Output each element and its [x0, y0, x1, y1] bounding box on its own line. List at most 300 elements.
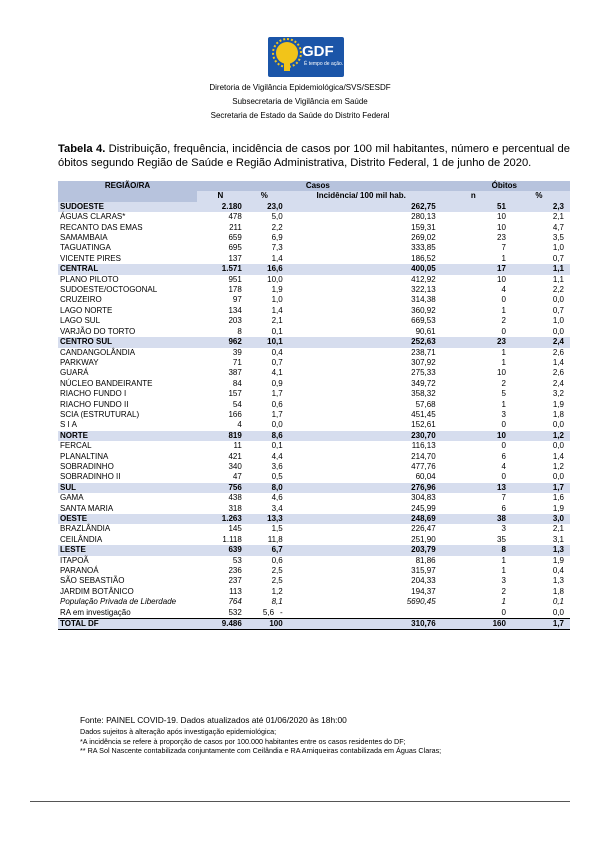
deaths-pct-cell: 3,2 — [552, 389, 564, 399]
caption-text: Distribuição, frequência, incidência de casos por 100 mil habitantes, número e percentual de óbitos segundo Região de Saúde e Região Administrativa, Distrito Federal, 1 de junho de 2020. — [58, 143, 570, 169]
table-row — [58, 524, 570, 534]
deaths-n-cell: 3 — [501, 576, 506, 586]
deaths-n-cell: 160 — [439, 619, 512, 630]
ra-cell: GAMA — [60, 493, 84, 503]
ra-cell: LAGO NORTE — [60, 305, 113, 315]
incidence-cell: 226,47 — [411, 524, 436, 534]
deaths-n-cell: 1 — [501, 347, 506, 357]
deaths-pct-cell: 1,9 — [552, 399, 564, 409]
incidence-cell: 262,75 — [285, 202, 439, 212]
cases-n-cell: 211 — [229, 222, 242, 232]
deaths-pct-cell: 3,0 — [512, 514, 570, 524]
incidence-cell: 276,96 — [285, 483, 439, 493]
table-row — [58, 358, 570, 368]
region-row — [58, 483, 570, 493]
ra-cell: PLANO PILOTO — [60, 274, 119, 284]
deaths-n-cell: 38 — [439, 514, 512, 524]
col-obitos: Óbitos — [439, 181, 570, 191]
cases-n-cell: 764 — [228, 597, 242, 607]
incidence-cell: 116,13 — [411, 441, 436, 451]
cases-pct-cell: 4,4 — [271, 451, 283, 461]
cases-n-cell: 11 — [233, 441, 242, 451]
incidence-cell: 81,86 — [415, 555, 436, 565]
cases-pct-cell: 1,2 — [271, 586, 283, 596]
cases-n-cell: 145 — [228, 524, 242, 534]
incidence-cell: 252,63 — [285, 337, 439, 347]
incidence-cell: 307,92 — [411, 357, 436, 367]
ra-cell: RIACHO FUNDO II — [60, 399, 129, 409]
deaths-n-cell: 0 — [501, 441, 506, 451]
cases-n-cell: 54 — [232, 399, 242, 409]
ra-cell: SANTA MARIA — [60, 503, 114, 513]
table-row — [58, 295, 570, 305]
deaths-n-cell: 6 — [501, 503, 506, 513]
ra-cell: RECANTO DAS EMAS — [60, 222, 143, 232]
deaths-n-cell: 7 — [501, 243, 506, 253]
ra-cell: SUDOESTE — [58, 202, 197, 212]
incidence-cell: 310,76 — [285, 619, 439, 630]
ra-cell: PLANALTINA — [60, 451, 109, 461]
incidence-cell: 360,92 — [411, 305, 436, 315]
region-row — [58, 514, 570, 524]
deaths-n-cell: 13 — [439, 483, 512, 493]
table-row — [58, 254, 570, 264]
deaths-pct-cell: 2,4 — [512, 337, 570, 347]
incidence-cell: 251,90 — [411, 534, 436, 544]
sub-pct: % — [244, 191, 285, 201]
table-row — [58, 410, 570, 420]
deaths-pct-cell: 1,2 — [552, 461, 564, 471]
deaths-pct-cell: 2,1 — [552, 524, 564, 534]
table-caption — [58, 143, 570, 170]
deaths-n-cell: 10 — [497, 274, 506, 284]
cases-n-cell: 659 — [228, 233, 242, 243]
table-row — [58, 535, 570, 545]
cases-pct-cell: 1,7 — [271, 409, 283, 419]
deaths-pct-cell: 1,4 — [552, 357, 564, 367]
ra-cell: CRUZEIRO — [60, 295, 102, 305]
deaths-n-cell: 0 — [501, 420, 506, 430]
deaths-n-cell: 6 — [501, 451, 506, 461]
cases-n-cell: 318 — [228, 503, 242, 513]
deaths-n-cell: 1 — [501, 555, 506, 565]
deaths-pct-cell: 2,6 — [552, 368, 564, 378]
ra-cell: LESTE — [58, 545, 197, 555]
deaths-n-cell: 1 — [501, 357, 506, 367]
sub-obitos-pct: % — [512, 191, 570, 201]
cases-n-cell: 39 — [232, 347, 242, 357]
deaths-pct-cell: 0,0 — [552, 295, 564, 305]
incidence-cell: 214,70 — [411, 451, 436, 461]
incidence-cell: 194,37 — [411, 586, 436, 596]
cases-pct-cell: 16,6 — [244, 264, 285, 274]
ra-cell: ÁGUAS CLARAS* — [60, 212, 126, 222]
ra-cell: SAMAMBAIA — [60, 233, 108, 243]
cases-pct-cell: 0,1 — [271, 326, 283, 336]
deaths-n-cell: 1 — [501, 305, 506, 315]
table-row — [58, 462, 570, 472]
cases-pct-cell: 1,4 — [271, 305, 283, 315]
table-row — [58, 452, 570, 462]
incidence-cell: 90,61 — [415, 326, 436, 336]
deaths-pct-cell: 2,2 — [552, 285, 564, 295]
table-row — [58, 233, 570, 243]
deaths-pct-cell: 0,0 — [552, 472, 564, 482]
ra-cell: BRAZLÂNDIA — [60, 524, 111, 534]
incidence-cell: 152,61 — [411, 420, 436, 430]
ra-cell: FERCAL — [60, 441, 92, 451]
incidence-cell: 315,97 — [411, 566, 436, 576]
deaths-pct-cell: 1,0 — [552, 316, 564, 326]
deaths-n-cell: 10 — [497, 212, 506, 222]
ra-cell: CANDANGOLÂNDIA — [60, 347, 136, 357]
ra-cell: GUARÁ — [60, 368, 89, 378]
incidence-cell: 159,31 — [411, 222, 436, 232]
deaths-pct-cell: 1,6 — [552, 493, 564, 503]
deaths-pct-cell: 0,0 — [552, 441, 564, 451]
deaths-pct-cell: 4,7 — [552, 222, 564, 232]
cases-pct-cell: 13,3 — [244, 514, 285, 524]
table-row — [58, 306, 570, 316]
tree-trunk — [284, 59, 290, 71]
cases-pct-cell: 0,5 — [271, 472, 283, 482]
ra-cell: SUL — [58, 483, 197, 493]
cases-pct-cell: 23,0 — [244, 202, 285, 212]
deaths-pct-cell: 0,4 — [552, 566, 564, 576]
deaths-n-cell: 4 — [501, 461, 506, 471]
ra-cell: População Privada de Liberdade — [60, 597, 177, 607]
region-row — [58, 545, 570, 555]
cases-n-cell: 53 — [232, 555, 242, 565]
ra-cell: CENTRAL — [58, 264, 197, 274]
table-row — [58, 597, 570, 607]
deaths-n-cell: 5 — [501, 389, 506, 399]
footnotes — [80, 716, 441, 756]
table-row — [58, 327, 570, 337]
table-row — [58, 223, 570, 233]
deaths-n-cell: 2 — [501, 316, 506, 326]
deaths-pct-cell: 1,7 — [512, 619, 570, 630]
deaths-pct-cell: 2,4 — [552, 378, 564, 388]
cases-pct-cell: 1,9 — [271, 285, 283, 295]
deaths-pct-cell: 1,0 — [552, 243, 564, 253]
cases-n-cell: 9.486 — [197, 619, 244, 630]
cases-pct-cell: 4,1 — [271, 368, 283, 378]
table-row — [58, 587, 570, 597]
table-row — [58, 472, 570, 482]
incidence-cell: 304,83 — [411, 493, 436, 503]
incidence-cell: 203,79 — [285, 545, 439, 555]
deaths-pct-cell: 3,1 — [552, 534, 564, 544]
cases-n-cell: 97 — [232, 295, 242, 305]
cases-pct-cell: 0,6 — [271, 399, 283, 409]
deaths-n-cell: 2 — [501, 586, 506, 596]
table-row — [58, 504, 570, 514]
ra-cell: TAGUATINGA — [60, 243, 111, 253]
note-1: Dados sujeitos à alteração após investigação epidemiológica; — [80, 727, 277, 737]
cases-pct-cell: 2,1 — [271, 316, 283, 326]
deaths-pct-cell: 1,9 — [552, 503, 564, 513]
note-3: ** RA Sol Nascente contabilizada conjuntamente com Ceilândia e RA Arniqueiras contabilizada em Águas Claras; — [80, 746, 442, 756]
table-row — [58, 275, 570, 285]
cases-pct-cell: 8,6 — [244, 431, 285, 441]
incidence-cell: 275,33 — [411, 368, 436, 378]
deaths-n-cell: 1 — [501, 566, 506, 576]
cases-n-cell: 137 — [228, 253, 242, 263]
cases-pct-cell: 2,5 — [271, 576, 283, 586]
header-line-3: Secretaria de Estado da Saúde do Distrito Federal — [210, 111, 390, 120]
cases-n-cell: 962 — [197, 337, 244, 347]
cases-pct-cell: 11,8 — [267, 534, 283, 544]
ra-cell: SOBRADINHO II — [60, 472, 121, 482]
cases-n-cell: 8 — [237, 326, 242, 336]
deaths-n-cell: 10 — [439, 431, 512, 441]
deaths-n-cell: 4 — [501, 285, 506, 295]
dash-mark: - — [280, 607, 283, 617]
cases-pct-cell: 6,7 — [244, 545, 285, 555]
deaths-pct-cell: 1,3 — [552, 576, 564, 586]
incidence-cell: 5690,45 — [406, 597, 436, 607]
ra-cell: NORTE — [58, 431, 197, 441]
deaths-pct-cell: 0,0 — [552, 326, 564, 336]
logo-text: GDF — [302, 43, 334, 60]
cases-pct-cell: 3,6 — [271, 461, 283, 471]
cases-n-cell: 84 — [232, 378, 242, 388]
cases-n-cell: 237 — [228, 576, 242, 586]
cases-n-cell: 951 — [228, 274, 242, 284]
incidence-cell: 358,32 — [411, 389, 436, 399]
cases-n-cell: 166 — [228, 409, 242, 419]
ra-cell: LAGO SUL — [60, 316, 101, 326]
incidence-cell: 245,99 — [411, 503, 436, 513]
deaths-pct-cell: 2,3 — [512, 202, 570, 212]
ra-cell: JARDIM BOTÂNICO — [60, 586, 134, 596]
cases-pct-cell: 10,0 — [267, 274, 283, 284]
table-row — [58, 212, 570, 222]
incidence-cell: 400,05 — [285, 264, 439, 274]
cases-pct-cell: 8,0 — [244, 483, 285, 493]
ra-cell: SCIA (ESTRUTURAL) — [60, 409, 140, 419]
table-row — [58, 576, 570, 586]
incidence-cell — [285, 608, 439, 619]
incidence-cell: 186,52 — [411, 253, 436, 263]
cases-n-cell: 1.571 — [197, 264, 244, 274]
table-row — [58, 243, 570, 253]
deaths-pct-cell: 2,1 — [552, 212, 564, 222]
region-row — [58, 202, 570, 212]
source-note: Fonte: PAINEL COVID-19. Dados atualizados até 01/06/2020 às 18h:00 — [80, 715, 347, 725]
incidence-cell: 204,33 — [411, 576, 436, 586]
cases-pct-cell: 8,1 — [271, 597, 283, 607]
cases-pct-cell — [244, 608, 285, 619]
ra-cell: SUDOESTE/OCTOGONAL — [60, 285, 158, 295]
cases-pct-cell: 0,6 — [271, 555, 283, 565]
table-row — [58, 493, 570, 503]
deaths-n-cell: 7 — [501, 493, 506, 503]
deaths-n-cell: 3 — [501, 524, 506, 534]
deaths-n-cell: 3 — [501, 409, 506, 419]
cases-n-cell: 639 — [197, 545, 244, 555]
logo-slogan: É tempo de ação. — [304, 61, 344, 67]
deaths-n-cell: 0 — [501, 472, 506, 482]
ra-cell: SOBRADINHO — [60, 461, 114, 471]
col-casos: Casos — [197, 181, 439, 191]
cases-pct-cell: 100 — [244, 619, 285, 630]
caption-label: Tabela 4. — [58, 143, 106, 155]
ra-cell: TOTAL DF — [58, 619, 197, 630]
deaths-pct-cell: 1,4 — [552, 451, 564, 461]
cases-n-cell: 1.118 — [222, 534, 242, 544]
ra-cell: ITAPOÃ — [60, 555, 89, 565]
deaths-n-cell: 17 — [439, 264, 512, 274]
ra-cell: PARANOÁ — [60, 566, 99, 576]
ra-cell: OESTE — [58, 514, 197, 524]
cases-n-cell: 1.263 — [197, 514, 244, 524]
cases-n-cell: 203 — [228, 316, 242, 326]
table-row — [58, 285, 570, 295]
deaths-n-cell: 35 — [497, 534, 506, 544]
deaths-n-cell: 1 — [501, 399, 506, 409]
deaths-n-cell: 2 — [501, 378, 506, 388]
footer-rule — [30, 801, 570, 802]
deaths-n-cell: 10 — [497, 222, 506, 232]
cases-n-cell: 695 — [228, 243, 242, 253]
cases-n-cell: 340 — [228, 461, 242, 471]
cases-n-cell: 387 — [228, 368, 242, 378]
cases-pct-cell: 0,7 — [271, 357, 283, 367]
cases-pct-cell: 1,0 — [271, 295, 283, 305]
ra-cell: S I A — [60, 420, 77, 430]
col-region: REGIÃO/RA — [58, 181, 197, 202]
incidence-cell: 238,71 — [411, 347, 436, 357]
ra-cell: NÚCLEO BANDEIRANTE — [60, 378, 153, 388]
deaths-n-cell: 1 — [501, 253, 506, 263]
cases-n-cell: 71 — [232, 357, 242, 367]
cases-pct-cell: 1,4 — [271, 253, 283, 263]
region-row — [58, 431, 570, 441]
cases-table — [58, 181, 570, 630]
cases-n-cell: 236 — [228, 566, 242, 576]
incidence-cell: 314,38 — [411, 295, 436, 305]
table-row — [58, 441, 570, 451]
ra-cell: VICENTE PIRES — [60, 253, 121, 263]
cases-n-cell: 47 — [232, 472, 242, 482]
deaths-pct-cell: 1,2 — [512, 431, 570, 441]
cases-pct-value: 5,6 — [262, 607, 275, 617]
incidence-cell: 280,13 — [411, 212, 436, 222]
incidence-cell: 412,92 — [411, 274, 436, 284]
deaths-pct-cell: 1,8 — [552, 409, 564, 419]
deaths-n-cell: 1 — [501, 597, 506, 607]
cases-n-cell: 134 — [228, 305, 242, 315]
incidence-cell: 230,70 — [285, 431, 439, 441]
cases-pct-cell: 2,5 — [271, 566, 283, 576]
table-row — [58, 316, 570, 326]
header-line-2: Subsecretaria de Vigilância em Saúde — [232, 97, 368, 106]
cases-n-cell: 756 — [197, 483, 244, 493]
note-2: *A incidência se refere à proporção de casos por 100.000 habitantes entre os casos residentes do DF; — [80, 736, 406, 746]
deaths-pct-cell: 0,1 — [552, 597, 564, 607]
incidence-cell: 451,45 — [411, 409, 436, 419]
deaths-pct-cell: 3,5 — [552, 233, 564, 243]
deaths-pct-cell: 1,1 — [552, 274, 564, 284]
cases-pct-cell: 0,4 — [271, 347, 283, 357]
cases-n-cell: 157 — [228, 389, 242, 399]
incidence-cell: 322,13 — [411, 285, 436, 295]
deaths-n-cell: 23 — [497, 233, 506, 243]
gdf-logo — [268, 37, 344, 77]
cases-n-cell: 532 — [228, 607, 242, 617]
cases-n-cell: 819 — [197, 431, 244, 441]
incidence-cell: 60,04 — [415, 472, 436, 482]
table-row — [58, 420, 570, 430]
incidence-cell: 349,72 — [411, 378, 436, 388]
cases-n-cell: 2.180 — [197, 202, 244, 212]
deaths-n-cell: 51 — [439, 202, 512, 212]
ra-cell: PARKWAY — [60, 357, 99, 367]
cases-pct-cell: 4,6 — [271, 493, 283, 503]
deaths-pct-cell: 1,7 — [512, 483, 570, 493]
region-row — [58, 337, 570, 347]
cases-n-cell: 478 — [228, 212, 242, 222]
ra-cell: CEILÂNDIA — [60, 534, 103, 544]
deaths-pct-cell: 0,0 — [552, 607, 564, 617]
sub-incidencia: Incidência/ 100 mil hab. — [285, 191, 439, 201]
cases-pct-cell: 0,0 — [271, 420, 283, 430]
sub-obitos-n: n — [439, 191, 512, 201]
cases-pct-cell: 3,4 — [271, 503, 283, 513]
deaths-pct-cell: 2,6 — [552, 347, 564, 357]
ra-cell: CENTRO SUL — [58, 337, 197, 347]
deaths-n-cell: 0 — [501, 607, 506, 617]
deaths-pct-cell: 0,7 — [552, 253, 564, 263]
incidence-cell: 333,85 — [411, 243, 436, 253]
total-row — [58, 619, 570, 630]
cases-pct-cell: 5,0 — [271, 212, 283, 222]
cases-n-cell: 113 — [229, 586, 242, 596]
ra-cell: RIACHO FUNDO I — [60, 389, 127, 399]
deaths-pct-cell: 1,8 — [552, 586, 564, 596]
ra-cell: SÃO SEBASTIÃO — [60, 576, 125, 586]
cases-pct-cell: 10,1 — [244, 337, 285, 347]
deaths-n-cell: 10 — [497, 368, 506, 378]
incidence-cell: 248,69 — [285, 514, 439, 524]
deaths-pct-cell: 1,1 — [512, 264, 570, 274]
cases-pct-cell: 0,9 — [271, 378, 283, 388]
ra-cell: RA em investigação — [60, 607, 131, 617]
cases-n-cell: 421 — [228, 451, 242, 461]
table-row — [58, 556, 570, 566]
incidence-cell: 269,02 — [411, 233, 436, 243]
cases-pct-cell: 1,5 — [271, 524, 283, 534]
deaths-pct-cell: 0,7 — [552, 305, 564, 315]
cases-n-cell: 178 — [228, 285, 242, 295]
deaths-n-cell: 0 — [501, 326, 506, 336]
incidence-cell: 57,68 — [415, 399, 436, 409]
cases-pct-cell: 0,1 — [271, 441, 283, 451]
deaths-pct-cell: 1,3 — [512, 545, 570, 555]
table-row — [58, 566, 570, 576]
region-row — [58, 264, 570, 274]
table-row — [58, 400, 570, 410]
deaths-pct-cell: 0,0 — [552, 420, 564, 430]
cases-n-cell: 438 — [228, 493, 242, 503]
deaths-n-cell: 23 — [439, 337, 512, 347]
cases-n-cell: 4 — [237, 420, 242, 430]
ra-cell: VARJÃO DO TORTO — [60, 326, 136, 336]
table-row — [58, 368, 570, 378]
table-row — [58, 379, 570, 389]
